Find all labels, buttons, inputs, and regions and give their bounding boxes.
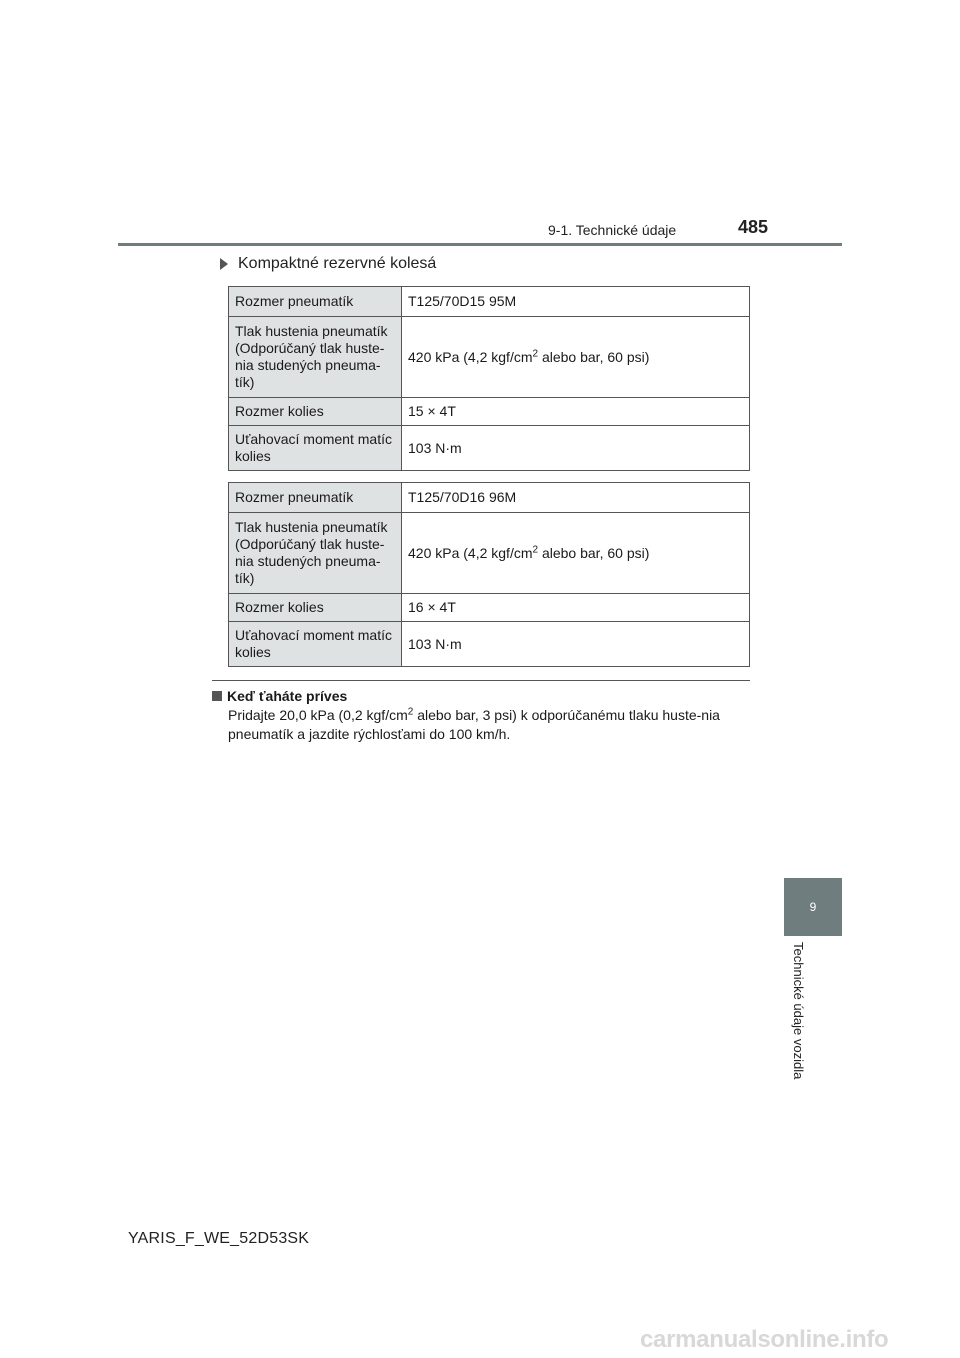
row-label: Tlak hustenia pneumatík (Odporúčaný tlak huste-nia studených pneuma-tík) bbox=[229, 513, 402, 594]
row-value: 16 × 4T bbox=[402, 594, 750, 622]
header-divider bbox=[118, 243, 842, 246]
row-label: Tlak hustenia pneumatík (Odporúčaný tlak huste-nia studených pneuma-tík) bbox=[229, 317, 402, 398]
chapter-label: Technické údaje vozidla bbox=[791, 942, 806, 1080]
row-label: Rozmer kolies bbox=[229, 398, 402, 426]
section-title: 9-1. Technické údaje bbox=[548, 222, 677, 238]
square-bullet-icon bbox=[212, 691, 222, 701]
table-row bbox=[229, 287, 750, 317]
note-text: Pridajte 20,0 kPa (0,2 kgf/$cm^2$ alebo bar, 3 psi) k odporúčanému tlaku huste-nia pneumatík a jazdite rýchlosťami do 100 km/h. bbox=[228, 706, 720, 742]
table-row bbox=[229, 317, 750, 398]
row-value: 103 N·m bbox=[402, 426, 750, 471]
row-label: Uťahovací moment matíc kolies bbox=[229, 426, 402, 471]
row-value: T125/70D16 96M bbox=[402, 483, 750, 513]
table-row bbox=[229, 426, 750, 471]
row-label: Rozmer kolies bbox=[229, 594, 402, 622]
note-heading bbox=[212, 688, 347, 704]
row-value: 420 kPa (4,2 kgf/$cm^2$ alebo bar, 60 psi) bbox=[402, 317, 750, 398]
table-row bbox=[229, 513, 750, 594]
table-row bbox=[229, 483, 750, 513]
row-label: Uťahovací moment matíc kolies bbox=[229, 622, 402, 667]
row-label: Rozmer pneumatík bbox=[229, 287, 402, 317]
table-row bbox=[229, 398, 750, 426]
row-value: T125/70D15 95M bbox=[402, 287, 750, 317]
chapter-tab: 9 bbox=[784, 878, 842, 936]
document-code: YARIS_F_WE_52D53SK bbox=[128, 1230, 310, 1247]
page-number: 485 bbox=[738, 217, 769, 237]
note-heading-text: Keď ťaháte príves bbox=[227, 688, 348, 704]
table-row bbox=[229, 594, 750, 622]
table-row bbox=[229, 622, 750, 667]
triangle-right-icon bbox=[220, 258, 228, 270]
spec-table-15 bbox=[228, 286, 750, 471]
row-value: 420 kPa (4,2 kgf/$cm^2$ alebo bar, 60 psi) bbox=[402, 513, 750, 594]
row-value: 15 × 4T bbox=[402, 398, 750, 426]
subsection-heading bbox=[220, 255, 436, 273]
row-value: 103 N·m bbox=[402, 622, 750, 667]
watermark: carmanualsonline.info bbox=[640, 1326, 889, 1353]
spec-table-16 bbox=[228, 482, 750, 667]
row-label: Rozmer pneumatík bbox=[229, 483, 402, 513]
subsection-heading-text: Kompaktné rezervné kolesá bbox=[238, 255, 437, 272]
note-divider bbox=[212, 680, 750, 681]
